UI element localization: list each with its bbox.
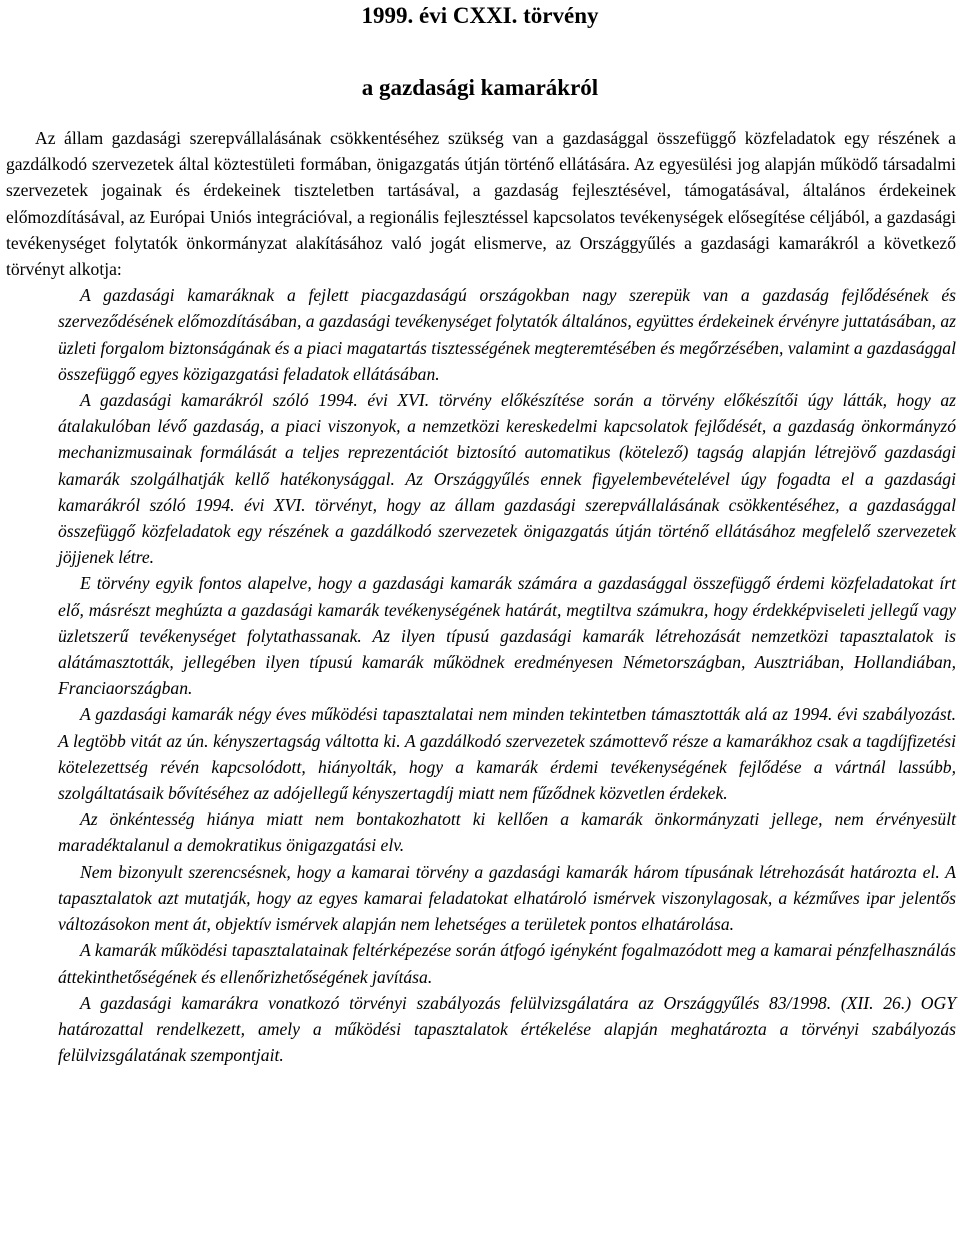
- reasoning-paragraph-2: A gazdasági kamarákról szóló 1994. évi XVI. törvény előkészítése során a törvény előkészítői úgy látták, hogy az átalakulóban lévő gazdaság, a piaci viszonyok, a nemzetközi kereskedelmi kapcsolatok fejlődését, a gazdaság önkormányzó mechanizmusainak formálását a teljes reprezentációt biztosító automatikus (kötelező) tagság alapján létrejövő gazdasági kamarák szolgálhatják kellő hatékonysággal. Az Országgyűlés ennek figyelembevételével úgy fogadta el a gazdasági kamarákról szóló 1994. évi XVI. törvényt, hogy az állam gazdasági szerepvállalásának csökkentéséhez, a gazdasággal összefüggő közfeladatok egy részének a gazdálkodó szervezetek önigazgatás útján történő ellátásához megfelelő szervezetek jöjjenek létre.: [58, 390, 956, 568]
- reasoning-paragraph-1: A gazdasági kamaráknak a fejlett piacgazdaságú országokban nagy szerepük van a gazdaság fejlődésének és szerveződésének előmozdításában, a gazdasági tevékenységet folytatók általános, együttes érdekeinek érvényre juttatásában, az üzleti forgalom biztonságának és a piaci magatartás tisztességének megteremtésében és megőrzésében, valamint a gazdasággal összefüggő egyes közigazgatási feladatok ellátásában.: [58, 285, 956, 384]
- reasoning-paragraph-8: A gazdasági kamarákra vonatkozó törvényi szabályozás felülvizsgálatára az Országgyűlés 83/1998. (XII. 26.) OGY határozattal rendelkezett, amely a működési tapasztalatok értékelése alapján meghatározta a törvényi szabályozás felülvizsgálatának szempontjait.: [58, 992, 956, 1066]
- reasoning-paragraph-6: Nem bizonyult szerencsésnek, hogy a kamarai törvény a gazdasági kamarák három típusának létrehozását határozta el. A tapasztalatok azt mutatják, hogy az egyes kamarai feladatokat elhatároló ismérvek viszonylagosak, a kézműves ipar jelentős változásokon ment át, objektív ismérvek alapján nem lehetséges a területek pontos elhatárolása.: [58, 861, 956, 935]
- law-subtitle: a gazdasági kamarákról: [361, 75, 599, 100]
- reasoning-paragraph-4: A gazdasági kamarák négy éves működési tapasztalatai nem minden tekintetben támasztották alá az 1994. évi szabályozást. A legtöbb vitát az ún. kényszertagság váltotta ki. A gazdálkodó szervezetek számottevő része a kamarákhoz csak a tagdíjfizetési kötelezettség révén kapcsolódott, hiányolták, hogy a kamarák érdemi tevékenységének fejlődése a vártnál lassúbb, szolgáltatásaik bővítéséhez az adójellegű kényszertagdíj miatt nem fűződnek közvetlen érdekek.: [58, 704, 956, 804]
- reasoning-paragraph-3: E törvény egyik fontos alapelve, hogy a gazdasági kamarák számára a gazdasággal összefüggő érdemi közfeladatokat írt elő, másrészt meghúzta a gazdasági kamarák tevékenységének határát, megtiltva számukra, hogy érdekképviseleti jellegű vagy üzletszerű tevékenységet folytathassanak. Az ilyen típusú gazdasági kamarák létrehozását nemzetközi tapasztalatok is alátámasztották, jellegében ilyen típusú kamarák működnek eredményesen Németországban, Ausztriában, Hollandiában, Franciaországban.: [58, 573, 956, 699]
- document-body: [6, 125, 956, 1068]
- reasoning-paragraph-7: A kamarák működési tapasztalatainak feltérképezése során átfogó igényként fogalmazódott meg a kamarai pénzfelhasználás áttekinthetőségének és ellenőrizhetőségének javítása.: [58, 940, 956, 987]
- reasoning-paragraph-5: Az önkéntesség hiánya miatt nem bontakozhatott ki kellően a kamarák önkormányzati jellege, nem érvényesült maradéktalanul a demokratikus önigazgatási elv.: [58, 809, 956, 856]
- preamble-paragraph: Az állam gazdasági szerepvállalásának csökkentéséhez szükség van a gazdasággal összefüggő közfeladatok egy részének a gazdálkodó szervezetek által köztestületi formában, önigazgatás útján történő ellátására. Az egyesülési jog alapján működő társadalmi szervezetek jogainak és érdekeinek tiszteletben tartásával, a gazdaság fejlesztésével, támogatásával, általános érdekeinek előmozdításával, az Európai Uniós integrációval, a regionális fejlesztéssel kapcsolatos tevékenységek elősegítése céljából, a gazdasági tevékenységet folytatók önkormányzat alakításához való jogát elismerve, az Országgyűlés a gazdasági kamarákról a következő törvényt alkotja:: [6, 128, 956, 280]
- law-title: 1999. évi CXXI. törvény: [361, 3, 599, 28]
